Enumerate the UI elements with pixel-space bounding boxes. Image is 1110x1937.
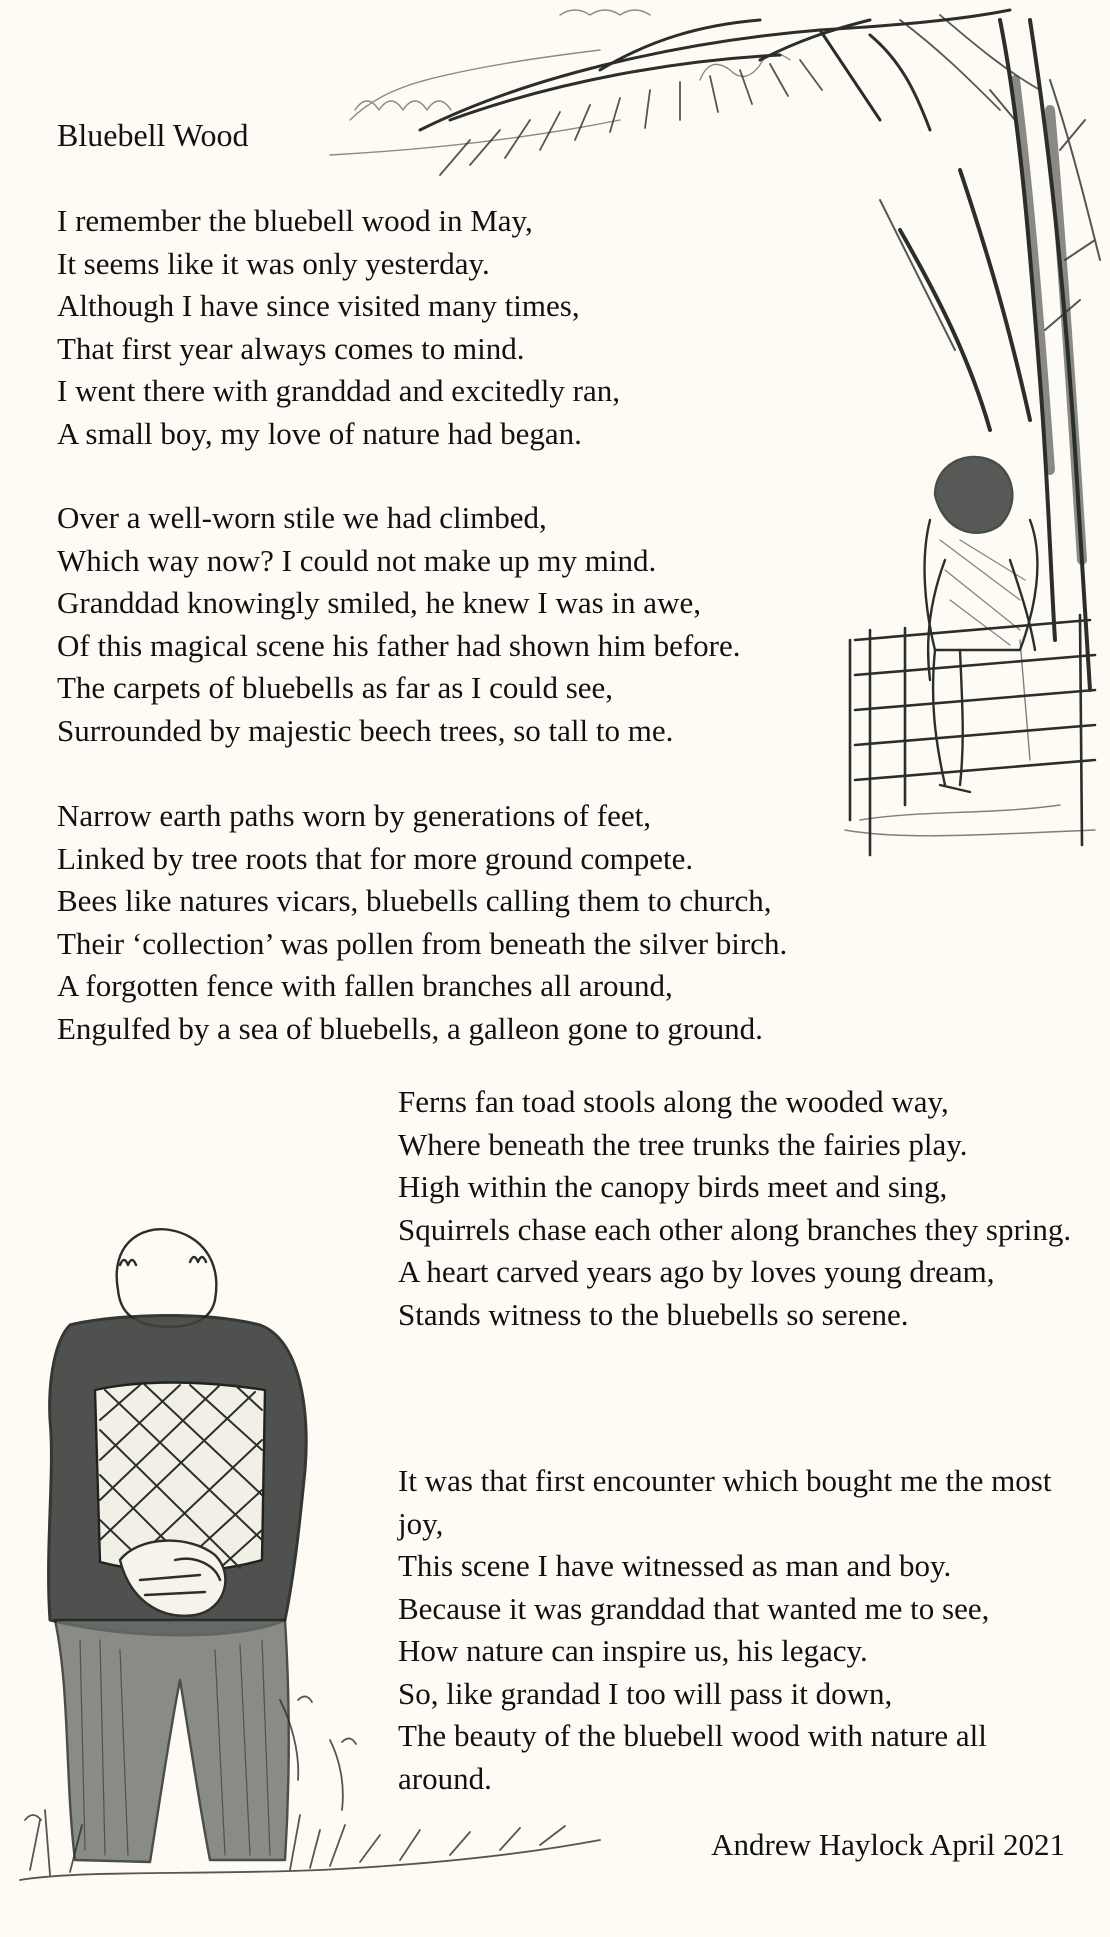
poem-line: Which way now? I could not make up my mind. [57,542,657,578]
poem-line: Squirrels chase each other along branches they spring. [398,1211,1072,1247]
poem-title: Bluebell Wood [57,117,249,153]
poem-line: Narrow earth paths worn by generations of feet, [57,798,651,833]
stanza-4 [398,1081,1078,1336]
poem-line: I went there with granddad and excitedly ran, [57,373,620,408]
stanza-3 [57,795,787,1050]
poem-line: This scene I have witnessed as man and boy. [398,1548,952,1583]
poem-line: That first year always comes to mind. [57,330,525,366]
poem-line: Although I have since visited many times, [57,288,580,323]
poem-line: Their ‘collection’ was pollen from beneath the silver birch. [57,925,788,961]
poem-line: Stands witness to the bluebells so serene. [398,1296,909,1332]
poem-line: Linked by tree roots that for more ground compete. [57,840,694,876]
poem-line: Engulfed by a sea of bluebells, a galleon gone to ground. [57,1010,763,1046]
poem-line: A forgotten fence with fallen branches all around, [57,968,673,1003]
poem-line: It was that first encounter which bought me the most joy, [398,1463,1052,1541]
poem-line: Of this magical scene his father had shown him before. [57,627,741,663]
poem-line: How nature can inspire us, his legacy. [398,1633,868,1668]
poem-line: It seems like it was only yesterday. [57,245,490,281]
poem-line: The carpets of bluebells as far as I could see, [57,670,614,705]
poem-line: A heart carved years ago by loves young dream, [398,1254,995,1289]
author-signature: Andrew Haylock April 2021 [711,1827,1065,1862]
poem-line: Bees like natures vicars, bluebells calling them to church, [57,883,772,918]
poem-line: Granddad knowingly smiled, he knew I was in awe, [57,585,701,620]
stanza-1 [57,200,620,455]
poem-line: Ferns fan toad stools along the wooded way, [398,1084,949,1119]
poem-line: Over a well-worn stile we had climbed, [57,500,547,535]
poem-line: I remember the bluebell wood in May, [57,203,533,238]
poem-line: Surrounded by majestic beech trees, so tall to me. [57,712,674,748]
poem-line: The beauty of the bluebell wood with nature all around. [398,1718,987,1796]
stanza-2 [57,497,741,752]
stanza-5 [398,1460,1078,1800]
poem-line: Because it was granddad that wanted me to see, [398,1590,990,1626]
poem-line: So, like grandad I too will pass it down, [398,1675,893,1711]
poem-line: High within the canopy birds meet and sing, [398,1169,948,1204]
poem-line: Where beneath the tree trunks the fairies play. [398,1126,968,1162]
poem-line: A small boy, my love of nature had began. [57,415,582,451]
